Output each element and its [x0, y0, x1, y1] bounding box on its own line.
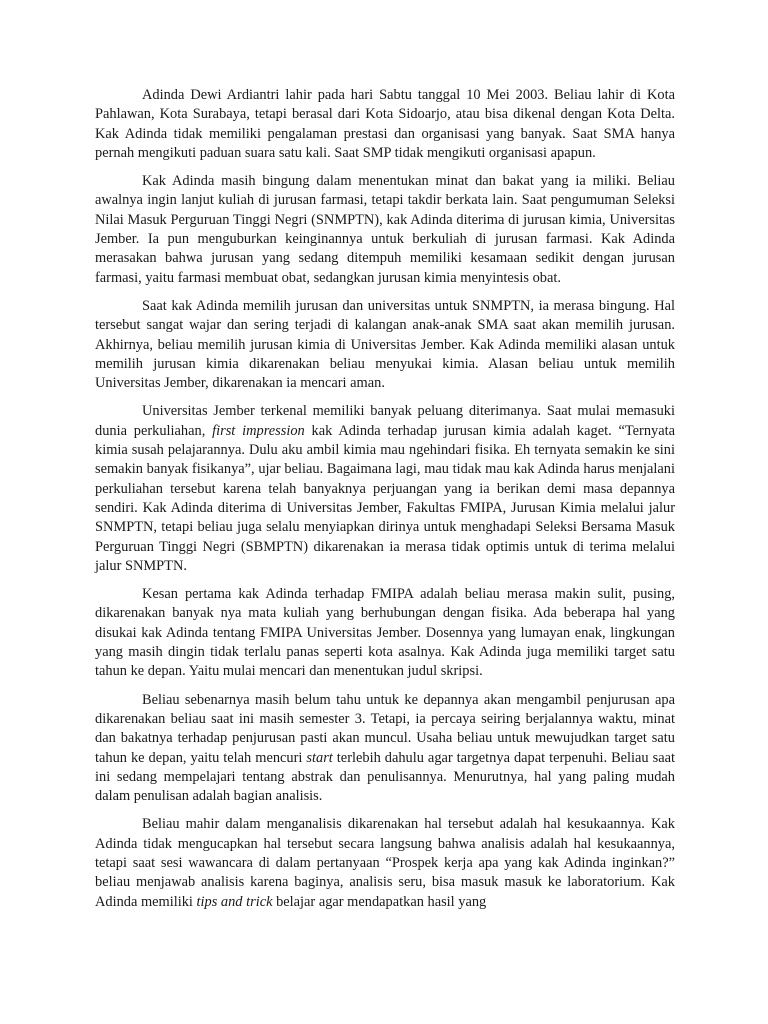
italic-text-segment: tips and trick	[196, 893, 273, 910]
text-segment: Saat kak Adinda memilih jurusan dan universitas untuk SNMPTN, ia merasa bingung. Hal tersebut sangat wajar dan sering terjadi di kalangan anak-anak SMA saat akan memilih jurusan. Akhirnya, beliau memilih jurusan kimia di Universitas Jember. Kak Adinda memiliki alasan untuk memilih jurusan kimia dikarenakan beliau menyukai kimia. Alasan beliau untuk memilih Universitas Jember, dikarenakan ia mencari aman.	[95, 297, 675, 392]
text-segment: Beliau sebenarnya masih belum tahu untuk ke depannya akan mengambil penjurusan apa dikarenakan beliau saat ini masih semester 3. Tetapi, ia percaya seiring berjalannya waktu, minat dan bakatnya terhadap penjurusan pasti akan muncul. Usaha beliau untuk mewujudkan target satu tahun ke depan, yaitu telah mencuri	[95, 691, 675, 766]
paragraph	[95, 585, 675, 681]
document-body	[95, 86, 675, 921]
paragraph	[95, 297, 675, 393]
text-segment: kak Adinda terhadap jurusan kimia adalah kaget. “Ternyata kimia susah pelajarannya. Dulu aku ambil kimia mau ngehindari fisika. Eh ternyata semakin ke sini semakin banyak fisikanya”, ujar beliau. Bagaimana lagi, mau tidak mau kak Adinda harus menjalani perkuliahan tersebut karena telah banyaknya perjuangan yang ia berikan demi masa depannya sendiri. Kak Adinda diterima di Universitas Jember, Fakultas FMIPA, Jurusan Kimia melalui jalur SNMPTN, tetapi beliau juga selalu menyiapkan dirinya untuk menghadapi Seleksi Bersama Masuk Perguruan Tinggi Negri (SBMPTN) dikarenakan ia merasa tidak optimis untuk di terima melalui jalur SNMPTN.	[95, 422, 675, 574]
paragraph	[95, 86, 675, 163]
text-segment: Beliau mahir dalam menganalisis dikarenakan hal tersebut adalah hal kesukaannya. Kak Adinda tidak mengucapkan hal tersebut secara langsung bahwa analisis adalah hal kesukaannya, tetapi saat sesi wawancara di dalam pertanyaan “Prospek kerja apa yang kak Adinda inginkan?” beliau menjawab analisis karena baginya, analisis seru, bisa masuk masuk ke laboratorium. Kak Adinda memiliki	[95, 816, 675, 910]
text-segment: Kesan pertama kak Adinda terhadap FMIPA adalah beliau merasa makin sulit, pusing, dikarenakan banyak nya mata kuliah yang berhubungan dengan fisika. Ada beberapa hal yang disukai kak Adinda tentang FMIPA Universitas Jember. Dosennya yang lumayan enak, lingkungan yang masih dingin tidak terlalu panas seperti kota asalnya. Kak Adinda juga memiliki target satu tahun ke depan. Yaitu mulai mencari dan menentukan judul skripsi.	[95, 586, 675, 680]
italic-text-segment: first impression	[212, 422, 305, 439]
paragraph	[95, 402, 675, 576]
text-segment: Adinda Dewi Ardiantri lahir pada hari Sabtu tanggal 10 Mei 2003. Beliau lahir di Kota Pahlawan, Kota Surabaya, tetapi berasal dari Kota Sidoarjo, atau bisa dikenal dengan Kota Delta. Kak Adinda tidak memiliki pengalaman prestasi dan organisasi yang banyak. Saat SMA hanya pernah mengikuti paduan suara satu kali. Saat SMP tidak mengikuti organisasi apapun.	[95, 87, 675, 161]
paragraph	[95, 691, 675, 807]
paragraph	[95, 172, 675, 288]
italic-text-segment: start	[306, 749, 333, 766]
paragraph	[95, 815, 675, 911]
text-segment: terlebih dahulu agar targetnya dapat terpenuhi. Beliau saat ini sedang mempelajari tentang abstrak dan penulisannya. Menurutnya, hal yang paling mudah dalam penulisan adalah bagian analisis.	[95, 749, 675, 805]
text-segment: Kak Adinda masih bingung dalam menentukan minat dan bakat yang ia miliki. Beliau awalnya ingin lanjut kuliah di jurusan farmasi, tetapi takdir berkata lain. Saat pengumuman Seleksi Nilai Masuk Perguruan Tinggi Negri (SNMPTN), kak Adinda diterima di jurusan kimia, Universitas Jember. Ia pun menguburkan keinginannya untuk berkuliah di jurusan farmasi. Kak Adinda merasakan bahwa jurusan yang sedang ditempuh memiliki kesamaan sedikit dengan jurusan farmasi, yaitu farmasi membuat obat, sedangkan jurusan kimia menyintesis obat.	[95, 173, 675, 286]
text-segment: Universitas Jember terkenal memiliki banyak peluang diterimanya. Saat mulai memasuki dunia perkuliahan,	[95, 403, 675, 439]
text-segment: belajar agar mendapatkan hasil yang	[272, 893, 487, 910]
